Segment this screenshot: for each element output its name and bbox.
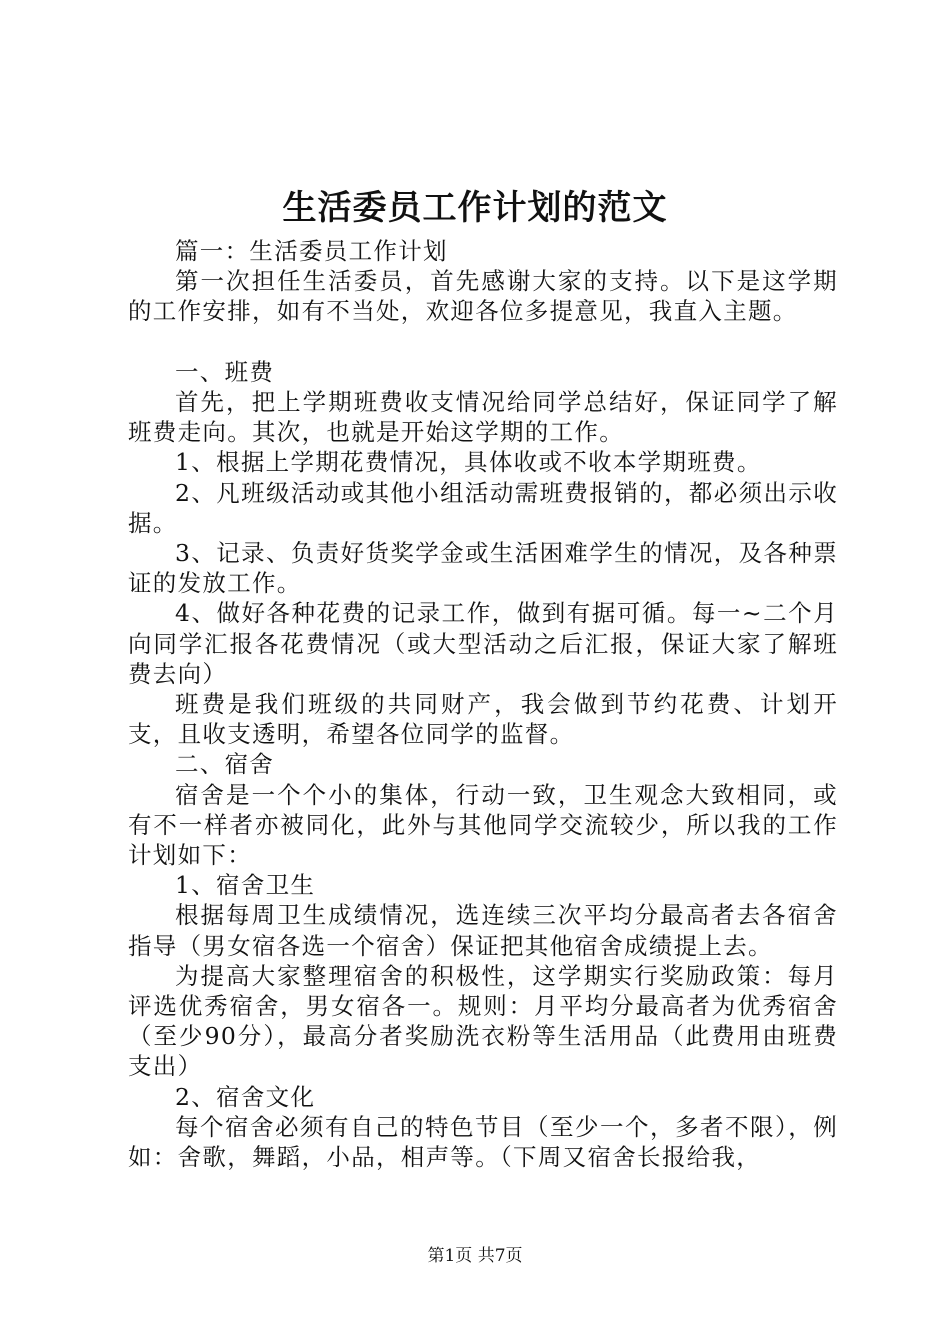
paragraph: 班费是我们班级的共同财产，我会做到节约花费、计划开支，且收支透明，希望各位同学的监督。	[128, 690, 838, 749]
list-item: 1、根据上学期花费情况，具体收或不收本学期班费。	[175, 448, 762, 477]
list-item: 2、凡班级活动或其他小组活动需班费报销的，都必须出示收据。	[128, 478, 838, 537]
paragraph: 篇一：生活委员工作计划	[175, 237, 448, 265]
section-heading: 一、班费	[175, 357, 275, 386]
list-item: 3、记录、负责好货奖学金或生活困难学生的情况，及各种票证的发放工作。	[128, 539, 838, 598]
blank-line	[128, 327, 838, 357]
paragraph: 宿舍是一个个小的集体，行动一致，卫生观念大致相同，或有不一样者亦被同化，此外与其他同学交流较少，所以我的工作计划如下：	[128, 780, 838, 870]
paragraph: 根据每周卫生成绩情况，选连续三次平均分最高者去各宿舍指导（男女宿各选一个宿舍）保证把其他宿舍成绩提上去。	[128, 901, 838, 960]
page-footer: 第1页 共7页	[427, 1246, 523, 1266]
paragraph: 每个宿舍必须有自己的特色节目（至少一个，多者不限），例如：舍歌，舞蹈，小品，相声等。（下周又宿舍长报给我，	[128, 1112, 838, 1172]
section-heading: 二、宿舍	[175, 750, 275, 779]
document-title: 生活委员工作计划的范文	[282, 188, 668, 228]
paragraph: 第一次担任生活委员，首先感谢大家的支持。以下是这学期的工作安排，如有不当处，欢迎各位多提意见，我直入主题。	[128, 267, 838, 326]
list-item: 4、做好各种花费的记录工作，做到有据可循。每一~二个月向同学汇报各花费情况（或大型活动之后汇报，保证大家了解班费去向）	[128, 599, 838, 688]
paragraph: 为提高大家整理宿舍的积极性，这学期实行奖励政策：每月评选优秀宿舍，男女宿各一。规则：月平均分最高者为优秀宿舍（至少90分），最高分者奖励洗衣粉等生活用品（此费用由班费支出）	[128, 961, 838, 1081]
paragraph: 首先，把上学期班费收支情况给同学总结好，保证同学了解班费走向。其次，也就是开始这学期的工作。	[128, 388, 838, 447]
document-body	[128, 236, 838, 1172]
subsection-heading: 1、宿舍卫生	[175, 871, 316, 900]
subsection-heading: 2、宿舍文化	[175, 1082, 316, 1111]
